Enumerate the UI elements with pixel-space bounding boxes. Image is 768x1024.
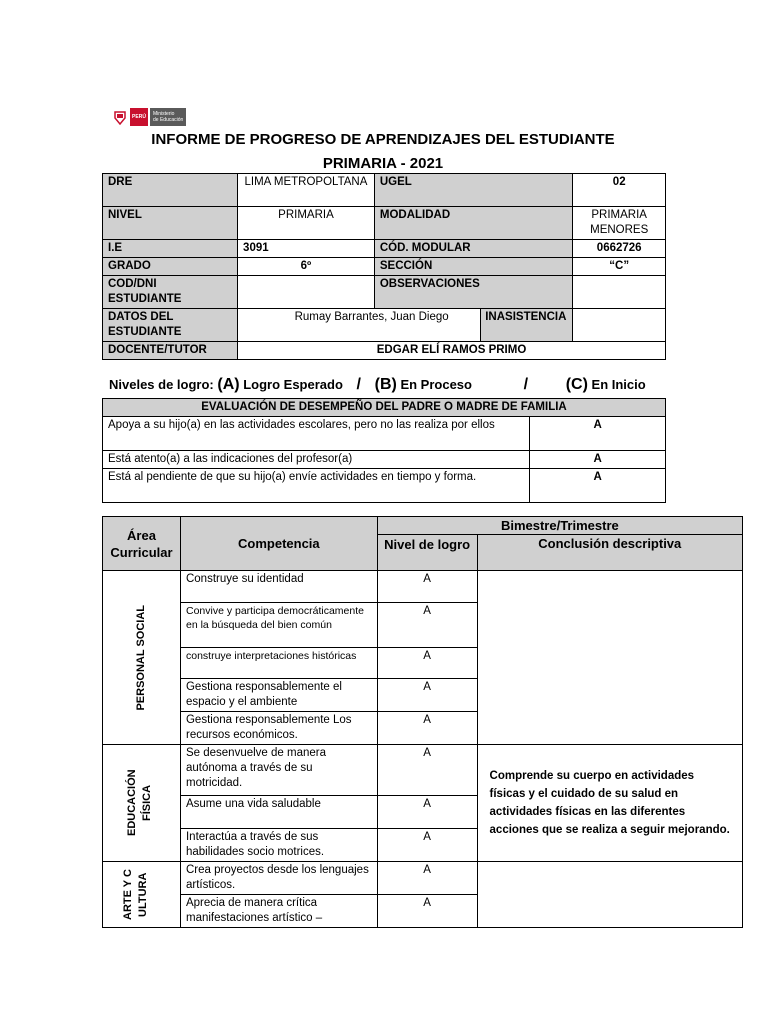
header-area: Área Curricular bbox=[103, 517, 181, 571]
logo bbox=[112, 108, 186, 126]
parent-eval-text: Apoya a su hijo(a) en las actividades escolares, pero no las realiza por ellos bbox=[103, 417, 530, 451]
area-educacion-fisica bbox=[103, 745, 181, 862]
codmod-label: CÓD. MODULAR bbox=[374, 240, 573, 258]
competencia-grade: A bbox=[377, 796, 477, 829]
competencia-grade: A bbox=[377, 679, 477, 712]
ie-value: 3091 bbox=[238, 240, 375, 258]
inasistencia-value bbox=[573, 309, 666, 342]
dre-label: DRE bbox=[103, 174, 238, 207]
modalidad-label: MODALIDAD bbox=[374, 207, 573, 240]
levels-prefix: Niveles de logro: bbox=[109, 377, 214, 392]
competencia-text: Construye su identidad bbox=[180, 571, 377, 603]
levels-legend bbox=[109, 376, 646, 394]
seccion-label: SECCIÓN bbox=[374, 258, 573, 276]
conclusion-text bbox=[477, 571, 742, 745]
inasistencia-label-text: INASISTENCIA bbox=[485, 311, 567, 323]
observaciones-value bbox=[573, 276, 666, 309]
competencia-text: Convive y participa democráticamente en la búsqueda del bien común bbox=[180, 603, 377, 648]
grades-table bbox=[102, 516, 743, 928]
parent-eval-grade: A bbox=[530, 469, 666, 503]
competencia-grade: A bbox=[377, 745, 477, 796]
table-row bbox=[103, 745, 743, 796]
header-conclusion: Conclusión descriptiva bbox=[477, 535, 742, 571]
grado-value: 6º bbox=[238, 258, 375, 276]
competencia-text: Gestiona responsablemente el espacio y el ambiente bbox=[180, 679, 377, 712]
competencia-grade: A bbox=[377, 862, 477, 895]
modalidad-value: PRIMARIA MENORES bbox=[573, 207, 666, 240]
parent-eval-header: EVALUACIÓN DE DESEMPEÑO DEL PADRE O MADRE DE FAMILIA bbox=[103, 399, 666, 417]
datos-value: Rumay Barrantes, Juan Diego bbox=[238, 309, 481, 342]
area-arte-cultura bbox=[103, 862, 181, 928]
parent-eval-grade: A bbox=[530, 417, 666, 451]
student-info-table bbox=[102, 173, 666, 360]
ugel-label: UGEL bbox=[374, 174, 573, 207]
coddni-value bbox=[238, 276, 375, 309]
logo-country: PERÚ bbox=[130, 108, 148, 126]
coat-of-arms-icon bbox=[112, 109, 128, 125]
codmod-value: 0662726 bbox=[573, 240, 666, 258]
observaciones-label: OBSERVACIONES bbox=[374, 276, 573, 309]
competencia-text: Gestiona responsablemente Los recursos económicos. bbox=[180, 712, 377, 745]
table-row bbox=[103, 862, 743, 895]
logo-ministry-line1: Ministerio bbox=[153, 111, 175, 117]
header-competencia: Competencia bbox=[180, 517, 377, 571]
area-personal-social bbox=[103, 571, 181, 745]
ie-label: I.E bbox=[103, 240, 238, 258]
competencia-text: Aprecia de manera crítica manifestaciones artístico – bbox=[180, 895, 377, 928]
seccion-value: “C” bbox=[573, 258, 666, 276]
area-label: ARTE Y CULTURA bbox=[122, 869, 150, 920]
parent-eval-grade: A bbox=[530, 451, 666, 469]
level-c-text: En Inicio bbox=[591, 377, 646, 392]
table-row bbox=[103, 571, 743, 603]
competencia-text: Interactúa a través de sus habilidades socio motrices. bbox=[180, 829, 377, 862]
competencia-grade: A bbox=[377, 895, 477, 928]
parent-eval-row bbox=[103, 469, 666, 503]
header-nivel: Nivel de logro bbox=[377, 535, 477, 571]
dre-value: LIMA METROPOLTANA bbox=[238, 174, 375, 207]
level-c-code: (C) bbox=[565, 376, 588, 393]
docente-value: EDGAR ELÍ RAMOS PRIMO bbox=[238, 342, 666, 360]
parent-evaluation-table bbox=[102, 398, 666, 503]
competencia-grade: A bbox=[377, 603, 477, 648]
levels-sep-1: / bbox=[356, 376, 361, 393]
parent-eval-text: Está atento(a) a las indicaciones del profesor(a) bbox=[103, 451, 530, 469]
report-title bbox=[100, 128, 666, 176]
header-period: Bimestre/Trimestre bbox=[377, 517, 742, 535]
title-line2: PRIMARIA - 2021 bbox=[322, 155, 444, 172]
docente-label: DOCENTE/TUTOR bbox=[103, 342, 238, 360]
conclusion-text bbox=[477, 862, 742, 928]
grado-label: GRADO bbox=[103, 258, 238, 276]
competencia-text: construye interpretaciones históricas bbox=[180, 648, 377, 679]
area-label: PERSONAL SOCIAL bbox=[134, 604, 147, 711]
area-label: EDUCACIÓN FÍSICA bbox=[126, 769, 154, 837]
title-line1: INFORME DE PROGRESO DE APRENDIZAJES DEL ESTUDIANTE bbox=[151, 131, 615, 148]
logo-ministry bbox=[150, 108, 186, 126]
competencia-grade: A bbox=[377, 829, 477, 862]
conclusion-text: Comprende su cuerpo en actividades físicas y el cuidado de su salud en actividades físicas en las diferentes acciones que se realiza a seguir mejorando. bbox=[477, 745, 742, 862]
level-a-code: (A) bbox=[217, 376, 240, 393]
nivel-value: PRIMARIA bbox=[238, 207, 375, 240]
competencia-grade: A bbox=[377, 712, 477, 745]
competencia-grade: A bbox=[377, 571, 477, 603]
competencia-text: Crea proyectos desde los lenguajes artísticos. bbox=[180, 862, 377, 895]
level-b-code: (B) bbox=[374, 376, 397, 393]
parent-eval-row bbox=[103, 417, 666, 451]
competencia-text: Se desenvuelve de manera autónoma a través de su motricidad. bbox=[180, 745, 377, 796]
parent-eval-text: Está al pendiente de que su hijo(a) envíe actividades en tiempo y forma. bbox=[103, 469, 530, 503]
level-a-text: Logro Esperado bbox=[243, 377, 343, 392]
competencia-grade: A bbox=[377, 648, 477, 679]
datos-label: DATOS DEL ESTUDIANTE bbox=[103, 309, 238, 342]
nivel-label: NIVEL bbox=[103, 207, 238, 240]
coddni-label: COD/DNI ESTUDIANTE bbox=[103, 276, 238, 309]
ugel-value: 02 bbox=[573, 174, 666, 207]
level-b-text: En Proceso bbox=[400, 377, 472, 392]
logo-ministry-line2: de Educación bbox=[153, 117, 184, 123]
parent-eval-row bbox=[103, 451, 666, 469]
levels-sep-2: / bbox=[523, 376, 529, 393]
inasistencia-label bbox=[481, 309, 573, 342]
competencia-text: Asume una vida saludable bbox=[180, 796, 377, 829]
